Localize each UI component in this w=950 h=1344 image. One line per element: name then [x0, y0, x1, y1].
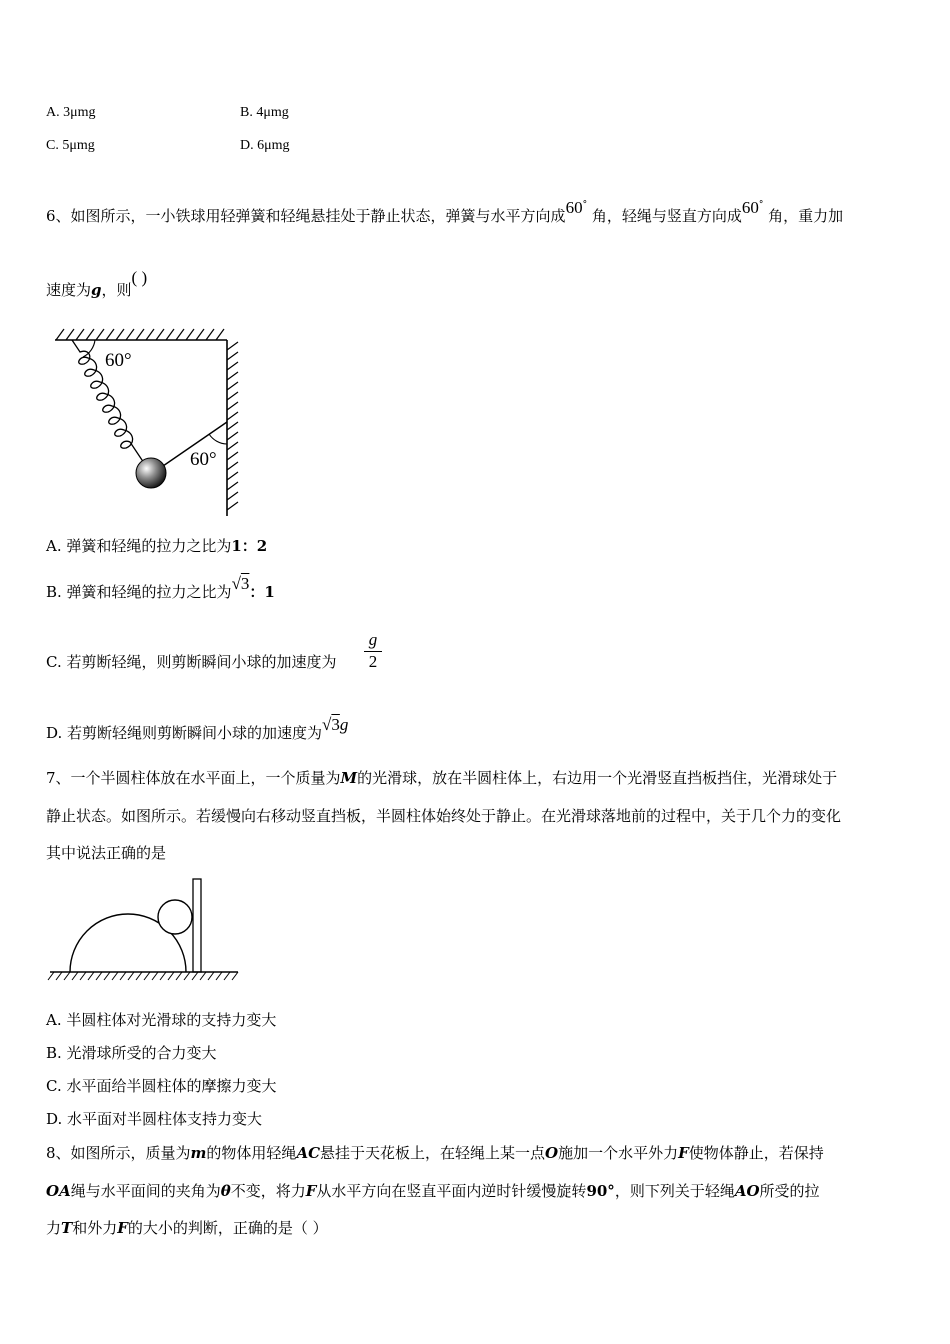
- q7-stem-part2: 的光滑球，放在半圆柱体上，右边用一个光滑竖直挡板挡住，光滑球处于: [357, 769, 838, 787]
- q6-stem-part3: 角，重力加: [768, 207, 844, 225]
- q8-stem-part3: 悬挂于天花板上，在轻绳上某一点: [320, 1144, 546, 1162]
- q8-stem-part12: 和外力: [72, 1219, 118, 1237]
- q6-var-g: g: [91, 281, 102, 299]
- q7-figure: [46, 876, 246, 986]
- q8-var-theta: θ: [220, 1182, 231, 1200]
- q8-stem-part13: 的大小的判断，正确的是（ ）: [127, 1219, 328, 1237]
- q6-answer-bracket: ( ): [131, 268, 148, 287]
- q6-stem-line2: [46, 268, 148, 300]
- q7-option-d: D. 水平面对半圆柱体支持力变大: [46, 1110, 263, 1128]
- q6-option-c-fraction: [364, 630, 382, 672]
- q6-angle-1: 60: [565, 198, 583, 217]
- q6-stem-line1: [46, 198, 844, 229]
- q8-stem-part6: 绳与水平面间的夹角为: [70, 1182, 221, 1200]
- q8-var-F-1: F: [678, 1144, 689, 1162]
- q8-var-T: T: [61, 1219, 73, 1237]
- q8-var-AC: AC: [296, 1144, 321, 1162]
- q6-stem-part5: ，则: [101, 281, 132, 299]
- q8-stem-part2: 的物体用轻绳: [206, 1144, 297, 1162]
- q8-stem-part8: 从水平方向在竖直平面内逆时针缓慢旋转: [316, 1182, 587, 1200]
- q7-stem-line3: 其中说法正确的是: [46, 844, 167, 862]
- q8-angle-90: 90°: [586, 1182, 615, 1200]
- q5-option-a: A. 3μmg: [46, 105, 96, 120]
- q6-iron-ball: [136, 458, 166, 488]
- q8-var-F-2: F: [305, 1182, 317, 1200]
- q7-option-a: A. 半圆柱体对光滑球的支持力变大: [46, 1011, 277, 1029]
- q7-stem-part1: 7、一个半圆柱体放在水平面上，一个质量为: [46, 769, 341, 787]
- q6-wall-hatch: [227, 342, 238, 510]
- q8-stem-part7: 不变，将力: [230, 1182, 306, 1200]
- q6-option-b: [46, 574, 275, 602]
- q8-stem-line1: [46, 1143, 824, 1163]
- q6-option-c-denominator: 2: [368, 652, 378, 671]
- q6-option-c-numerator: g: [364, 630, 382, 652]
- q6-stem-part1: 6、如图所示，一小铁球用轻弹簧和轻绳悬挂处于静止状态，弹簧与水平方向成: [46, 207, 566, 225]
- q6-figure-angle-rope: 60°: [190, 449, 217, 470]
- q6-degree-mark-1: °: [582, 200, 588, 210]
- q8-stem-part11: 力: [46, 1219, 62, 1237]
- q6-option-b-text: B. 弹簧和轻绳的拉力之比为: [46, 583, 232, 601]
- q6-figure: [50, 326, 250, 516]
- q6-option-d: [46, 715, 349, 743]
- q8-stem-line2: [46, 1181, 820, 1201]
- q8-var-OA: OA: [46, 1182, 71, 1200]
- q6-stem-part2: 角，轻绳与竖直方向成: [591, 207, 742, 225]
- q5-option-b: B. 4μmg: [240, 105, 289, 120]
- q6-angle-2: 60: [741, 198, 759, 217]
- q6-ceiling-hatch: [56, 329, 224, 340]
- q7-vertical-board: [193, 879, 201, 972]
- q8-stem-part5: 使物体静止，若保持: [688, 1144, 824, 1162]
- q6-option-d-sqrt: √3g: [322, 715, 349, 734]
- q6-figure-angle-top: 60°: [105, 350, 132, 371]
- q7-option-b: B. 光滑球所受的合力变大: [46, 1044, 217, 1062]
- q7-ground-hatch: [48, 972, 238, 980]
- q8-var-O: O: [545, 1144, 559, 1162]
- q6-option-a-ratio: 1：2: [231, 537, 268, 555]
- q6-angle-arc-rope: [209, 434, 227, 444]
- q8-stem-part4: 施加一个水平外力: [558, 1144, 679, 1162]
- q8-stem-part1: 8、如图所示，质量为: [46, 1144, 191, 1162]
- q6-option-a: [46, 536, 267, 556]
- q6-option-d-radicand: 3: [331, 715, 340, 734]
- q5-option-c: C. 5μmg: [46, 138, 95, 153]
- q8-var-AO: AO: [734, 1182, 760, 1200]
- q6-degree-mark-2: °: [758, 200, 764, 210]
- q7-option-c: C. 水平面给半圆柱体的摩擦力变大: [46, 1077, 277, 1095]
- q7-var-M: M: [340, 769, 358, 787]
- q8-var-F-3: F: [117, 1219, 128, 1237]
- q6-stem-part4: 速度为: [46, 281, 92, 299]
- q8-stem-part9: ，则下列关于轻绳: [614, 1182, 735, 1200]
- q5-option-d: D. 6μmg: [240, 138, 290, 153]
- q6-option-a-text: A. 弹簧和轻绳的拉力之比为: [46, 537, 232, 555]
- q7-smooth-ball: [158, 900, 192, 934]
- q6-option-c: [46, 652, 336, 672]
- q6-option-b-sqrt: √3: [231, 574, 250, 593]
- q6-option-b-tail: ：1: [249, 583, 275, 601]
- q7-stem-line2: 静止状态。如图所示。若缓慢向右移动竖直挡板，半圆柱体始终处于静止。在光滑球落地前的过程中，关于几个力的变化: [46, 807, 842, 825]
- q8-stem-line3: [46, 1218, 328, 1238]
- q7-stem-line1: [46, 768, 837, 788]
- q6-option-b-radicand: 3: [240, 574, 250, 593]
- q6-option-d-text: D. 若剪断轻绳则剪断瞬间小球的加速度为: [46, 724, 323, 742]
- q8-stem-part10: 所受的拉: [759, 1182, 820, 1200]
- q6-option-c-text: C. 若剪断轻绳，则剪断瞬间小球的加速度为: [46, 653, 337, 671]
- q6-option-d-g: g: [339, 715, 349, 734]
- q8-var-m: m: [190, 1144, 207, 1162]
